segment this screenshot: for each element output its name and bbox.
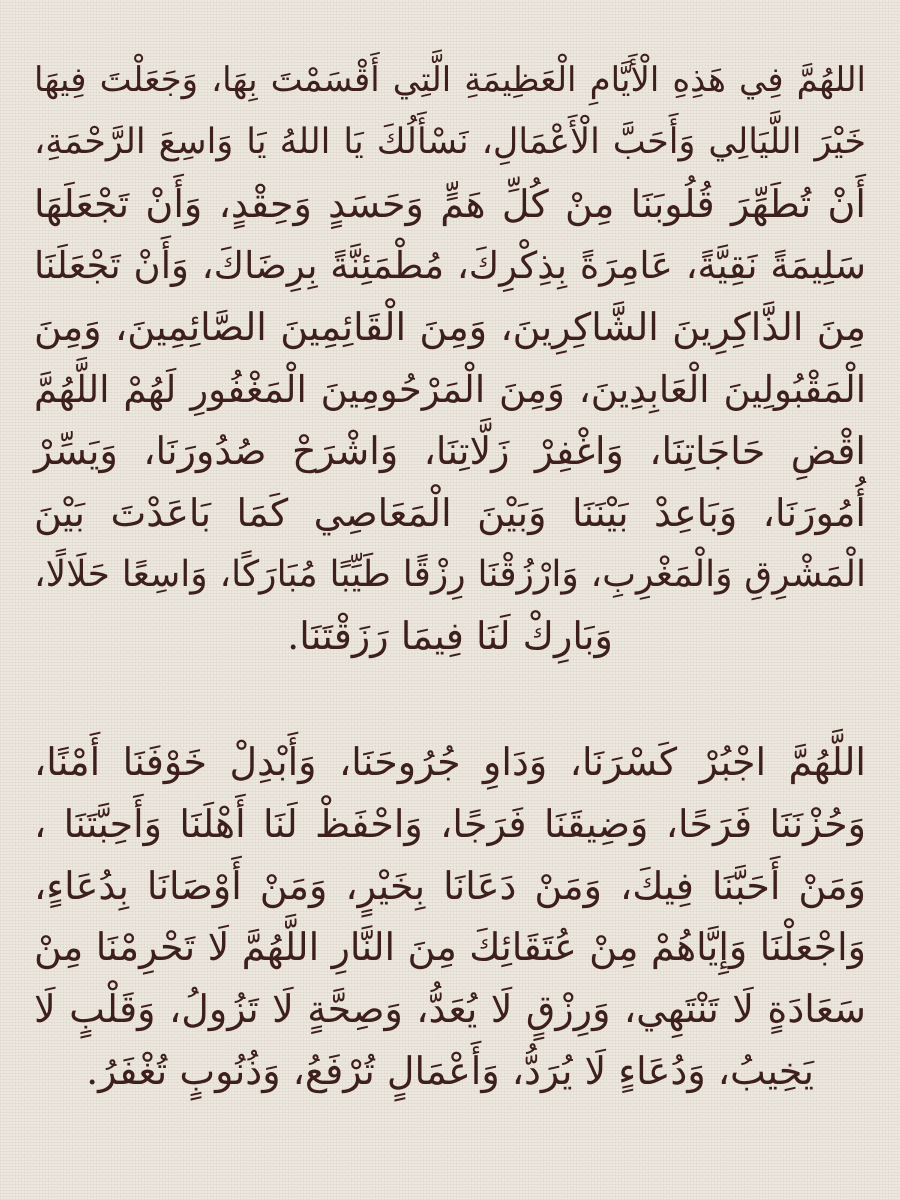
text-line: أَنْ تُطَهِّرَ قُلُوبَنَا مِنْ كُلِّ هَمٍّ وَحَسَدٍ وَحِقْدٍ، وَأَنْ تَجْعَلَهَا — [34, 181, 866, 226]
text-line: سَعَادَةٍ لَا تَنْتَهِي، وَرِزْقٍ لَا يُعَدُّ، وَصِحَّةٍ لَا تَزُولُ، وَقَلْبٍ لَا — [34, 987, 866, 1032]
text-line: أُمُورَنَا، وَبَاعِدْ بَيْنَنَا وَبَيْنَ الْمَعَاصِي كَمَا بَاعَدْتَ بَيْنَ — [34, 490, 866, 535]
text-line: سَلِيمَةً نَقِيَّةً، عَامِرَةً بِذِكْرِكَ، مُطْمَئِنَّةً بِرِضَاكَ، وَأَنْ تَجْعَلَنَا — [34, 244, 866, 288]
text-line: اقْضِ حَاجَاتِنَا، وَاغْفِرْ زَلَّاتِنَا، وَاشْرَحْ صُدُورَنَا، وَيَسِّرْ — [34, 428, 866, 473]
dua-paragraph-1 — [34, 50, 866, 668]
text-line: خَيْرَ اللَّيَالِي وَأَحَبَّ الْأَعْمَالِ، نَسْأَلُكَ يَا اللهُ يَا وَاسِعَ الرَّحْمَةِ، — [34, 121, 866, 162]
text-line: وَحُزْنَنَا فَرَحًا، وَضِيقَنَا فَرَجًا، وَاحْفَظْ لَنَا أَهْلَنَا وَأَحِبَّتَنَا ، — [34, 801, 866, 846]
text-line-last: يَخِيبُ، وَدُعَاءٍ لَا يُرَدُّ، وَأَعْمَالٍ تُرْفَعُ، وَذُنُوبٍ تُغْفَرُ. — [86, 1048, 814, 1093]
text-line: الْمَقْبُولِينَ الْعَابِدِينَ، وَمِنَ الْمَرْحُومِينَ الْمَغْفُورِ لَهُمْ اللَّهُمَّ — [34, 367, 866, 411]
text-line: وَمَنْ أَحَبَّنَا فِيكَ، وَمَنْ دَعَانَا بِخَيْرٍ، وَمَنْ أَوْصَانَا بِدُعَاءٍ، — [34, 863, 866, 908]
text-line: وَاجْعَلْنَا وَإِيَّاهُمْ مِنْ عُتَقَائِكَ مِنَ النَّارِ اللَّهُمَّ لَا تَحْرِمْنَا مِنْ — [34, 925, 866, 970]
text-line: اللَّهُمَّ اجْبُرْ كَسْرَنَا، وَدَاوِ جُرُوحَنَا، وَأَبْدِلْ خَوْفَنَا أَمْنًا، — [34, 739, 866, 784]
text-line-last: وَبَارِكْ لَنَا فِيمَا رَزَقْتَنَا. — [287, 614, 613, 659]
paragraph-gap — [34, 668, 866, 732]
dua-paragraph-2 — [34, 732, 866, 1103]
text-line: الْمَشْرِقِ وَالْمَغْرِبِ، وَارْزُقْنَا رِزْقًا طَيِّبًا مُبَارَكًا، وَاسِعًا حَلَالًا، — [34, 554, 866, 596]
text-line: مِنَ الذَّاكِرِينَ الشَّاكِرِينَ، وَمِنَ الْقَائِمِينَ الصَّائِمِينَ، وَمِنَ — [34, 305, 866, 350]
text-line: اللهُمَّ فِي هَذِهِ الْأَيَّامِ الْعَظِيمَةِ الَّتِي أَقْسَمْتَ بِهَا، وَجَعَلْتَ فِيهَا — [34, 60, 866, 100]
